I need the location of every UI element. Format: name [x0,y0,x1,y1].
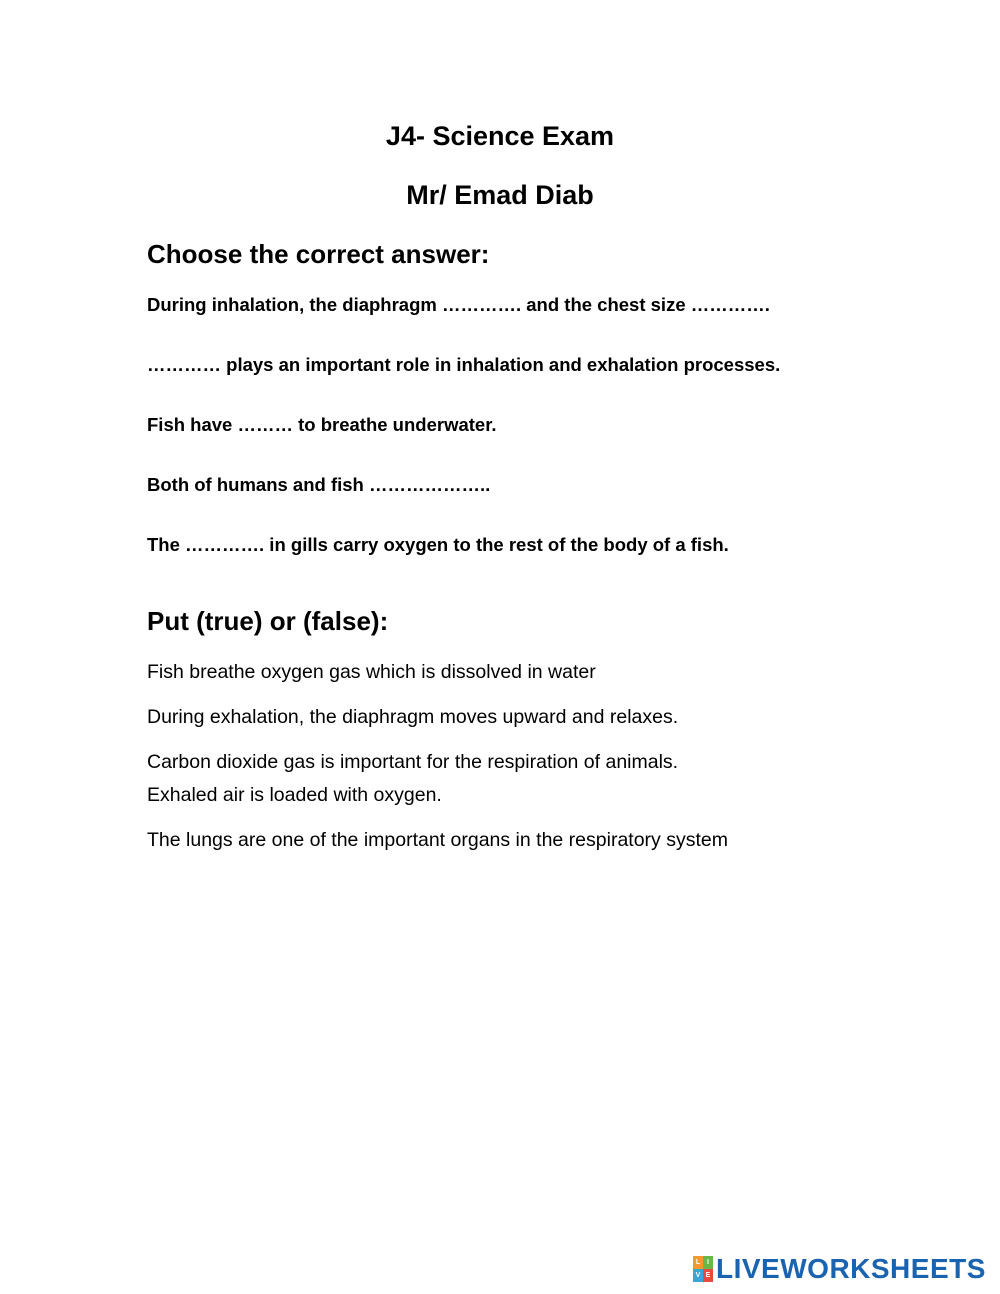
statement-item: Exhaled air is loaded with oxygen. [147,784,442,806]
question-item: During inhalation, the diaphragm …………. and the chest size …………. [147,294,770,315]
section-heading-true-false: Put (true) or (false): [147,606,389,636]
statement-item: Carbon dioxide gas is important for the respiration of animals. [147,751,679,773]
teacher-name: Mr/ Emad Diab [406,180,594,210]
logo-mark-letter: L [693,1256,703,1269]
question-item: The …………. in gills carry oxygen to the rest of the body of a fish. [147,534,729,555]
question-item: Both of humans and fish ……………….. [147,474,491,495]
question-item: ………… plays an important role in inhalation and exhalation processes. [147,354,781,375]
logo-mark-letter: V [693,1269,703,1282]
page-title: J4- Science Exam [385,121,615,151]
logo-mark-icon [693,1256,713,1282]
logo-mark-letter: E [703,1269,713,1282]
liveworksheets-logo [693,1254,986,1284]
statement-item: Fish breathe oxygen gas which is dissolved in water [147,661,596,683]
statement-item: During exhalation, the diaphragm moves upward and relaxes. [147,706,679,728]
logo-text: LIVEWORKSHEETS [716,1253,986,1284]
section-heading-choose: Choose the correct answer: [147,239,490,269]
statement-item: The lungs are one of the important organs in the respiratory system [147,829,728,851]
question-item: Fish have ……… to breathe underwater. [147,414,497,435]
logo-mark-letter: I [703,1256,713,1269]
